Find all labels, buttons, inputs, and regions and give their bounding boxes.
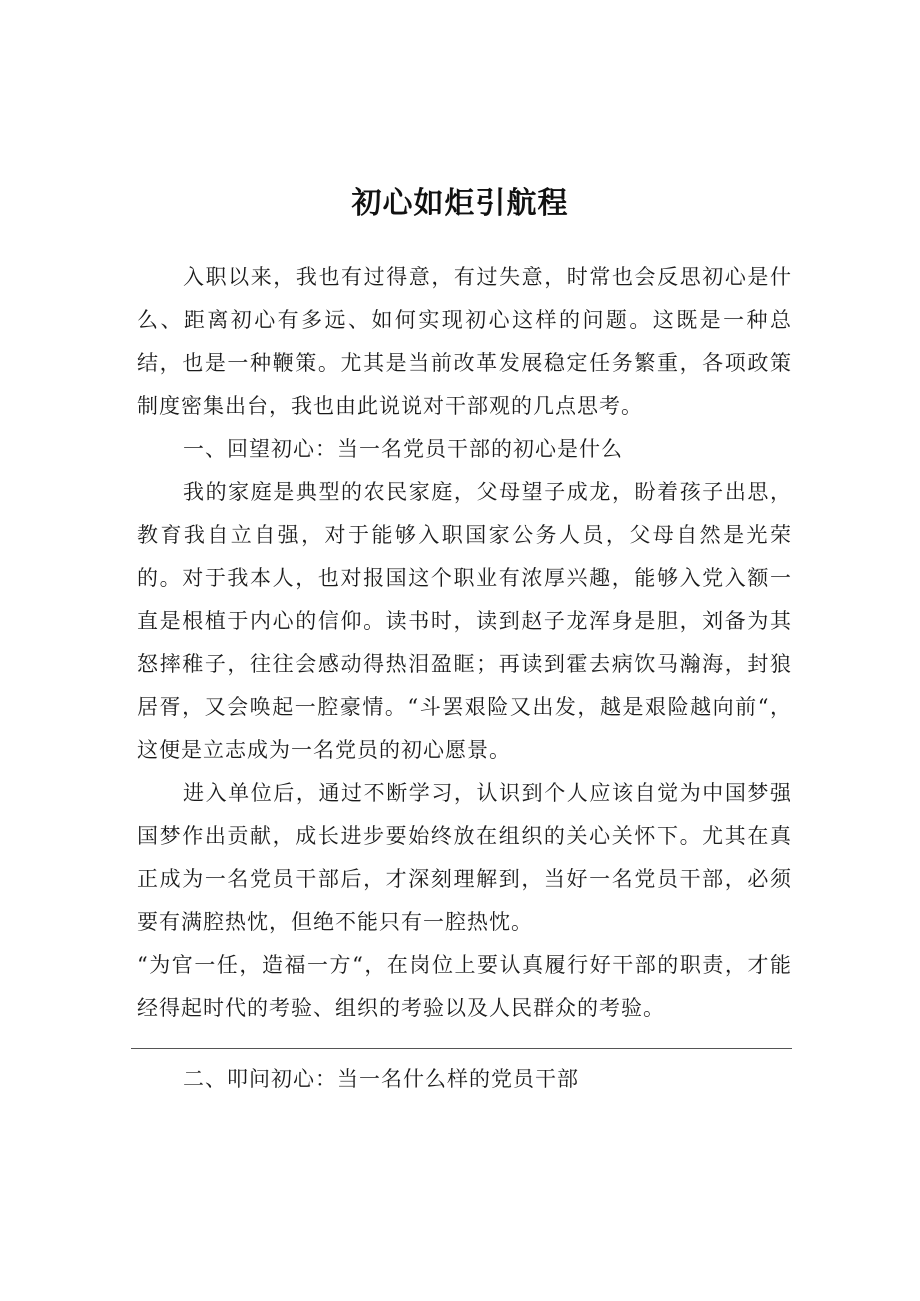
work-reflection-paragraph: 进入单位后，通过不断学习，认识到个人应该自觉为中国梦强国梦作出贡献，成长进步要始终放在组织的关心关怀下。尤其在真正成为一名党员干部后，才深刻理解到，当好一名党员干部，必须要有满腔热忱，但绝不能只有一腔热忱。: [137, 781, 792, 934]
duty-paragraph: “为官一任，造福一方“，在岗位上要认真履行好干部的职责，才能经得起时代的考验、组织的考验以及人民群众的考验。: [137, 953, 792, 1020]
document-title: 初心如炬引航程: [351, 186, 569, 222]
section-one-heading: 一、回望初心：当一名党员干部的初心是什么: [183, 437, 623, 461]
section-two-heading: 二、叩问初心：当一名什么样的党员干部: [183, 1067, 579, 1091]
family-background-paragraph: 我的家庭是典型的农民家庭，父母望子成龙，盼着孩子出思，教育我自立自强，对于能够入职国家公务人员，父母自然是光荣的。对于我本人，也对报国这个职业有浓厚兴趣，能够入党入额一直是根植于内心的信仰。读书时，读到赵子龙浑身是胆，刘备为其怒摔稚子，往往会感动得热泪盈眶；再读到霍去病饮马瀚海，封狼居胥，又会唤起一腔豪情。“斗罢艰险又出发，越是艰险越向前“，这便是立志成为一名党员的初心愿景。: [137, 480, 792, 762]
document-body: [137, 256, 792, 1030]
intro-paragraph: 入职以来，我也有过得意，有过失意，时常也会反思初心是什么、距离初心有多远、如何实现初心这样的问题。这既是一种总结，也是一种鞭策。尤其是当前改革发展稳定任务繁重，各项政策制度密集出台，我也由此说说对干部观的几点思考。: [137, 265, 792, 418]
section-divider: [131, 1048, 792, 1049]
